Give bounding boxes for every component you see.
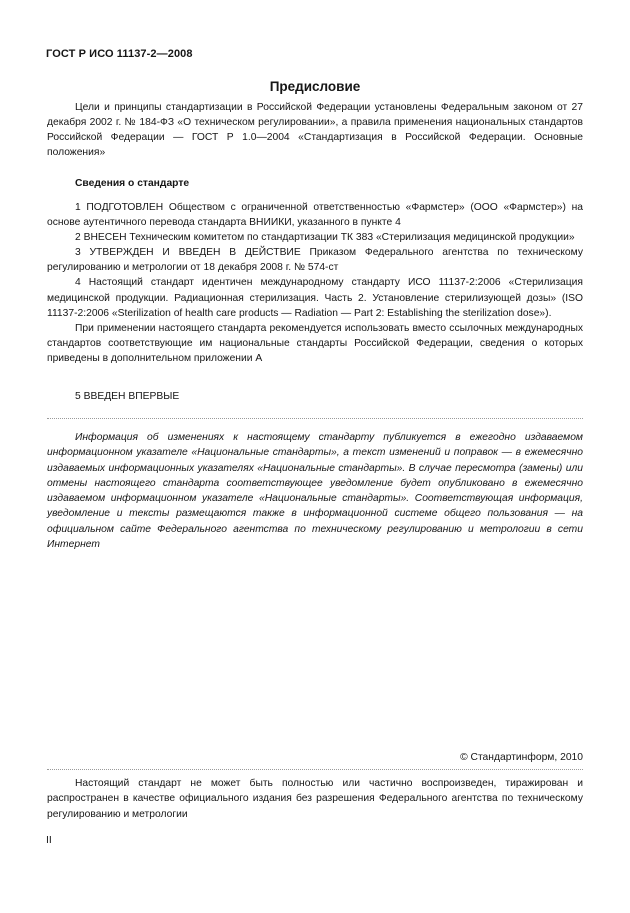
item-2: 2 ВНЕСЕН Техническим комитетом по стандартизации ТК 383 «Стерилизация медицинской продукции»: [75, 232, 575, 244]
changes-info-paragraph: Информация об изменениях к настоящему стандарту публикуется в ежегодно издаваемом информационном указателе «Национальные стандарты», а текст изменений и поправок — в ежемесячно издаваемых информационных указателях «Национальные стандарты». В случае пересмотра (замены) или отмены настоящего стандарта соответствующее уведомление будет опубликовано в ежемесячно издаваемом информационном указателе «Национальные стандарты». Соответствующая информация, уведомление и тексты размещаются также в информационной системе общего пользования — на официальном сайте Федерального агентства по техническому регулированию и метрологии в сети Интернет: [47, 432, 583, 551]
references-paragraph: При применении настоящего стандарта рекомендуется использовать вместо ссылочных международных стандартов соответствующие им национальные стандарты Российской Федерации, сведения о которых приведены в дополнительном приложении А: [47, 322, 583, 364]
item-5: 5 ВВЕДЕН ВПЕРВЫЕ: [75, 391, 180, 402]
page-number: II: [46, 834, 52, 846]
standard-info-block: [47, 200, 583, 366]
separator-rule: [47, 418, 583, 419]
section-subheading: Сведения о стандарте: [75, 178, 190, 189]
item-3: 3 УТВЕРЖДЕН И ВВЕДЕН В ДЕЙСТВИЕ Приказом Федерального агентства по техническому регулированию и метрологии от 18 декабря 2008 г. № 574-ст: [47, 247, 583, 274]
page-title: Предисловие: [269, 79, 361, 94]
reproduction-notice: Настоящий стандарт не может быть полностью или частично воспроизведен, тиражирован и распространен в качестве официального издания без разрешения Федерального агентства по техническому регулированию и метрологии: [47, 778, 583, 820]
copyright-notice: © Стандартинформ, 2010: [460, 752, 583, 763]
item-5-block: [47, 389, 583, 404]
changes-info-block: [47, 430, 583, 552]
intro-block: [47, 100, 583, 160]
reproduction-notice-block: [47, 776, 583, 822]
intro-paragraph: Цели и принципы стандартизации в Российской Федерации установлены Федеральным законом от 27 декабря 2002 г. № 184-ФЗ «О техническом регулировании», а правила применения национальных стандартов Российской Федерации — ГОСТ Р 1.0—2004 «Стандартизация в Российской Федерации. Основные положения»: [47, 102, 583, 159]
item-1: 1 ПОДГОТОВЛЕН Обществом с ограниченной ответственностью «Фармстер» (ООО «Фармстер») на основе аутентичного перевода стандарта ВНИИКИ, указанного в пункте 4: [47, 202, 583, 229]
footer-separator-rule: [47, 769, 583, 770]
item-4: 4 Настоящий стандарт идентичен международному стандарту ИСО 11137-2:2006 «Стерилизация медицинской продукции. Радиационная стерилизация. Часть 2. Установление стерилизующей дозы» (ISO 11137-2:2006 «Sterilization of health care products — Radiation — Part 2: Establishing the sterilization dose»).: [47, 277, 583, 319]
standard-header: ГОСТ Р ИСО 11137-2—2008: [46, 48, 193, 60]
